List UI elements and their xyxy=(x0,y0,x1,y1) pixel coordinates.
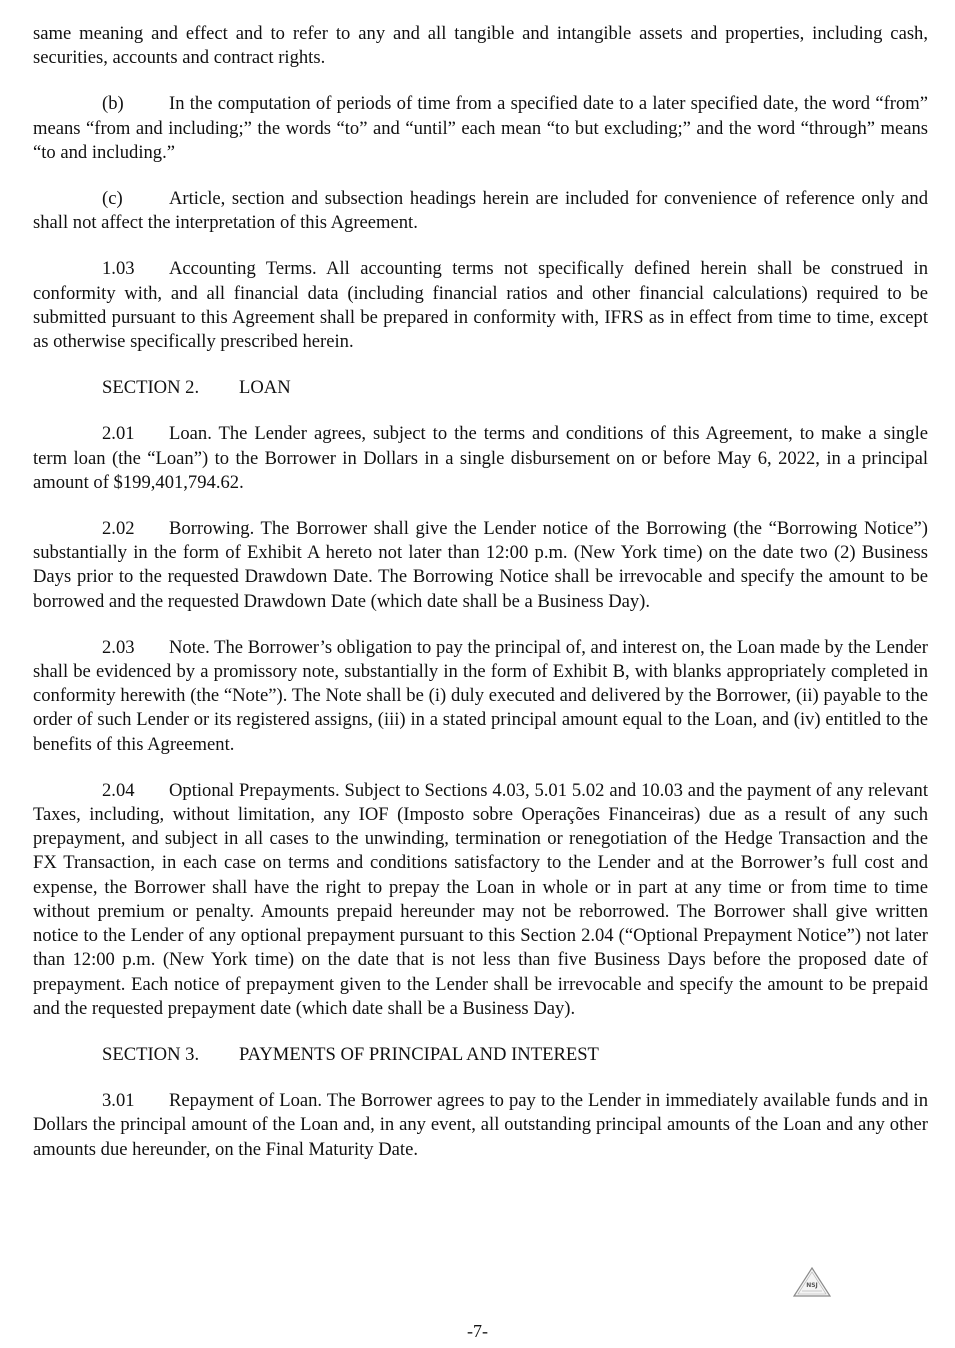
section-title: LOAN xyxy=(239,377,291,399)
paragraph-text: Optional Prepayments. Subject to Sections 4.03, 5.01 5.02 and 10.03 and the payment of any relevant Taxes, including, without limitation, any IOF (Imposto sobre Operações Financeiras) due as a result of any such prepayment, and subject in all cases to the unwinding, termination or renegotiation of the Hedge Transaction and the FX Transaction, in each case on terms and conditions satisfactory to the Lender and at the Borrower’s full cost and expense, the Borrower shall have the right to prepay the Loan in whole or in part at any time or from time to time without premium or penalty. Amounts prepaid hereunder may not be reborrowed. The Borrower shall give written notice to the Lender of any optional prepayment pursuant to this Section 2.04 (“Optional Prepayment Notice”) not later than 12:00 p.m. (New York time) on the date that is not less than five Business Days before the proposed date of prepayment. Each notice of prepayment given to the Lender shall be irrevocable and specify the amount to be prepaid and the requested prepayment date (which date shall be a Business Day). xyxy=(33,779,928,1019)
paragraph-2-01 xyxy=(33,422,928,495)
paragraph-number: 2.01 xyxy=(102,423,135,445)
paragraph-2-04 xyxy=(33,779,928,1021)
paragraph-text: Accounting Terms. All accounting terms not specifically defined herein shall be construed in conformity with, and all financial data (including financial ratios and other financial calculations) required to be submitted pursuant to this Agreement shall be prepared in conformity with, IFRS as in effect from time to time, except as otherwise specifically prescribed herein. xyxy=(33,258,928,353)
paragraph-number: 3.01 xyxy=(102,1090,135,1112)
paragraph-c xyxy=(33,187,928,235)
section-3-heading xyxy=(102,1043,928,1067)
section-number: SECTION 2. xyxy=(102,377,200,399)
paragraph-number: (b) xyxy=(102,93,124,115)
section-2-heading xyxy=(102,376,928,400)
paragraph-text: Loan. The Lender agrees, subject to the terms and conditions of this Agreement, to make a single term loan (the “Loan”) to the Borrower in Dollars in a single disbursement on or before May 6, 2022, in a principal amount of $199,401,794.62. xyxy=(33,423,928,493)
document-page xyxy=(33,22,928,1184)
section-title: PAYMENTS OF PRINCIPAL AND INTEREST xyxy=(239,1043,599,1065)
paragraph-2-03 xyxy=(33,636,928,757)
paragraph-number: 2.04 xyxy=(102,779,135,801)
section-number: SECTION 3. xyxy=(102,1043,200,1065)
paragraph-3-01 xyxy=(33,1089,928,1162)
paragraph-1-03 xyxy=(33,257,928,354)
paragraph-number: (c) xyxy=(102,188,123,210)
paragraph-text: Borrowing. The Borrower shall give the Lender notice of the Borrowing (the “Borrowing Notice”) substantially in the form of Exhibit A hereto not later than 12:00 p.m. (New York time) on the date two (2) Business Days prior to the requested Drawdown Date. The Borrowing Notice shall be irrevocable and specify the amount to be borrowed and the requested Drawdown Date (which date shall be a Business Day). xyxy=(33,518,928,612)
paragraph-text: same meaning and effect and to refer to any and all tangible and intangible assets and properties, including cash, securities, accounts and contract rights. xyxy=(33,23,928,69)
stamp-label: NSJ xyxy=(806,1282,818,1289)
page-number: -7- xyxy=(467,1321,488,1341)
paragraph-text: In the computation of periods of time from a specified date to a later specified date, the word “from” means “from and including;” the words “to” and “until” each mean “to but excluding;” and the word “through” means “to and including.” xyxy=(33,93,928,163)
notary-seal-icon xyxy=(792,1266,832,1298)
paragraph-number: 1.03 xyxy=(102,258,135,280)
paragraph-continuation xyxy=(33,22,928,70)
paragraph-number: 2.03 xyxy=(102,636,135,658)
paragraph-text: Article, section and subsection headings herein are included for convenience of reference only and shall not affect the interpretation of this Agreement. xyxy=(33,188,928,234)
paragraph-b xyxy=(33,92,928,165)
paragraph-2-02 xyxy=(33,517,928,614)
paragraph-text: Note. The Borrower’s obligation to pay the principal of, and interest on, the Loan made by the Lender shall be evidenced by a promissory note, substantially in the form of Exhibit B, with blanks appropriately completed in conformity herewith (the “Note”). The Note shall be (i) duly executed and delivered by the Borrower, (ii) payable to the order of such Lender or its registered assigns, (iii) in a stated principal amount equal to the Loan, and (iv) entitled to the benefits of this Agreement. xyxy=(33,636,928,755)
paragraph-number: 2.02 xyxy=(102,518,135,540)
paragraph-text: Repayment of Loan. The Borrower agrees to pay to the Lender in immediately available funds and in Dollars the principal amount of the Loan and, in any event, all outstanding principal amounts of the Loan and any other amounts due hereunder, on the Final Maturity Date. xyxy=(33,1090,928,1160)
